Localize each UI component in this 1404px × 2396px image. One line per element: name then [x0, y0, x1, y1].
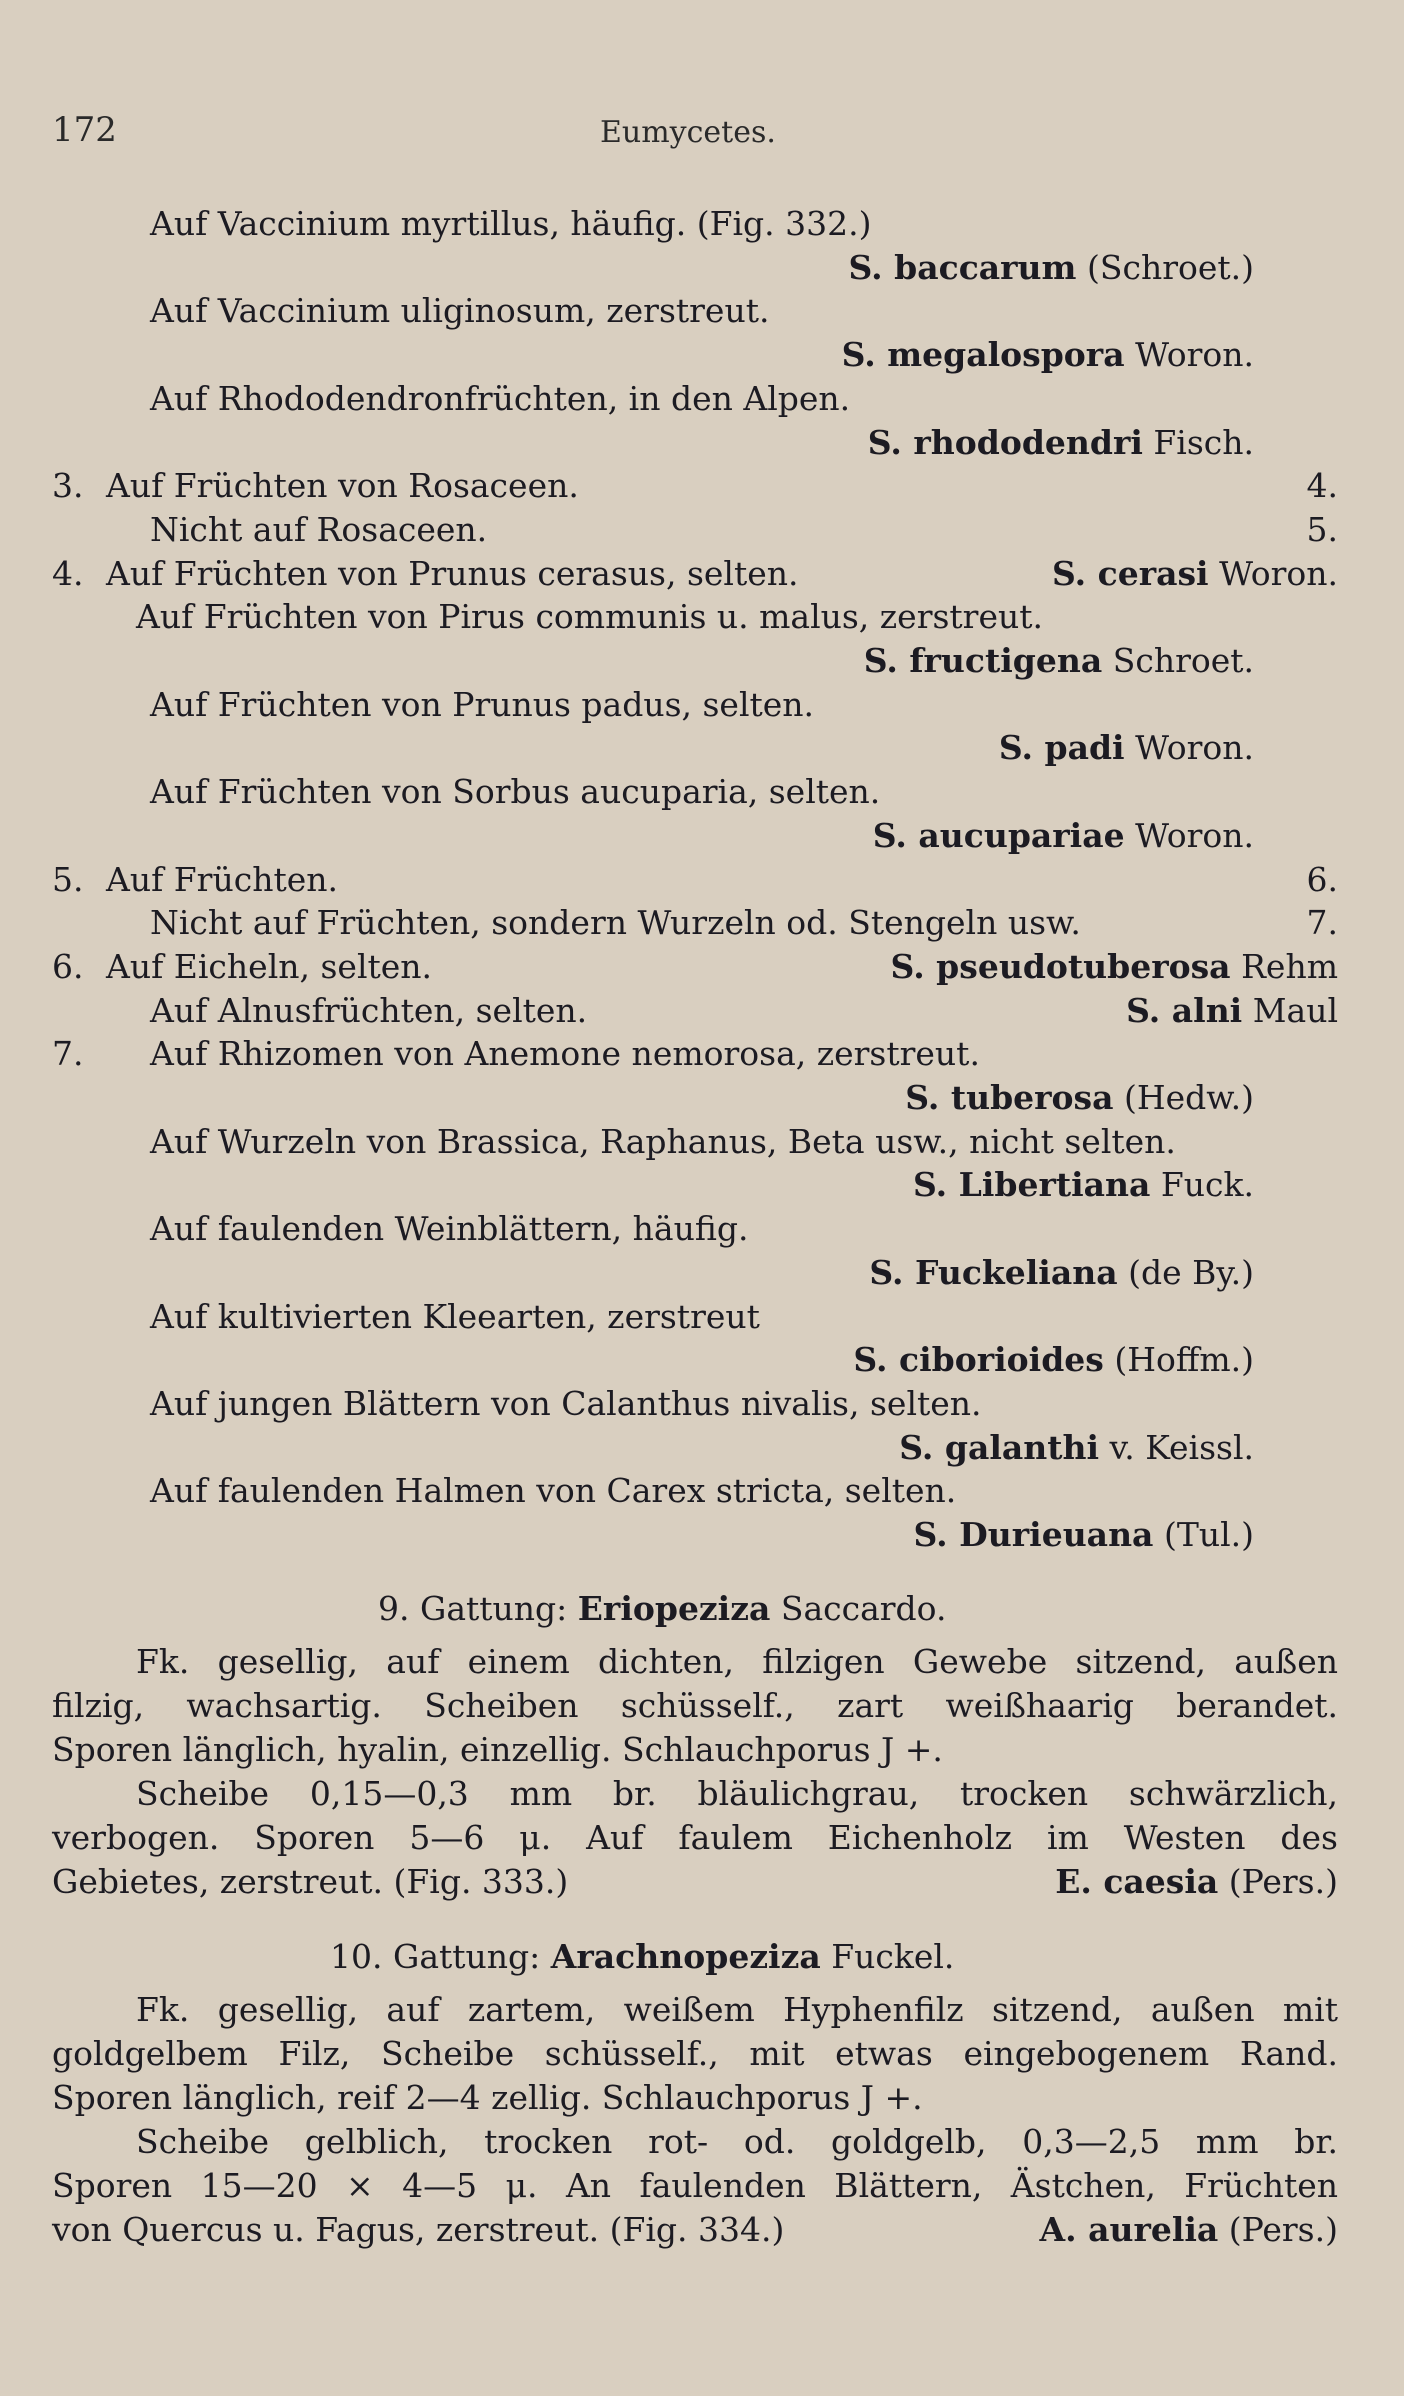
description-line: Gebietes, zerstreut. (Fig. 333.) — [52, 1862, 569, 1901]
species-name: S. Durieuana (Tul.) — [913, 1515, 1254, 1554]
key-description: Auf Früchten von Prunus padus, selten. — [150, 685, 815, 724]
description-line: Sporen länglich, reif 2—4 zellig. Schlauchporus J +. — [52, 2078, 923, 2117]
key-line — [0, 1469, 1404, 1513]
description-line: von Quercus u. Fagus, zerstreut. (Fig. 334.) — [52, 2210, 785, 2249]
key-line — [0, 595, 1404, 639]
key-description: Auf Alnusfrüchten, selten. — [150, 991, 588, 1030]
page-number: 172 — [52, 110, 117, 150]
description-line: Sporen länglich, hyalin, einzellig. Schlauchporus J +. — [52, 1730, 943, 1769]
genus-heading: 10. Gattung: Arachnopeziza Fuckel. — [330, 1937, 955, 1976]
key-line — [0, 683, 1404, 727]
species-name: S. galanthi v. Keissl. — [899, 1428, 1254, 1467]
key-description: Auf Früchten von Pirus communis u. malus, zerstreut. — [136, 597, 1043, 636]
couplet-reference: 6. — [1306, 860, 1338, 899]
couplet-reference: 4. — [1306, 466, 1338, 505]
couplet-number: 4. — [52, 554, 84, 593]
species-name: S. alni Maul — [1126, 991, 1338, 1030]
genus-heading: 9. Gattung: Eriopeziza Saccardo. — [378, 1589, 947, 1628]
key-description: Auf faulenden Weinblättern, häufig. — [150, 1209, 749, 1248]
species-name: S. fructigena Schroet. — [863, 641, 1254, 680]
key-description: Auf Früchten von Sorbus aucuparia, selten. — [150, 772, 881, 811]
description-line: Fk. gesellig, auf zartem, weißem Hyphenfilz sitzend, außen mit — [136, 1990, 1338, 2029]
key-description: Auf Früchten von Prunus cerasus, selten. — [106, 554, 799, 593]
key-line — [0, 289, 1404, 333]
description-line: filzig, wachsartig. Scheiben schüsself., zart weißhaarig berandet. — [52, 1686, 1338, 1725]
key-description: Nicht auf Rosaceen. — [150, 510, 488, 549]
key-line — [0, 464, 1404, 508]
key-line — [0, 552, 1404, 596]
key-line — [0, 1382, 1404, 1426]
description-line: Fk. gesellig, auf einem dichten, filzigen Gewebe sitzend, außen — [136, 1642, 1338, 1681]
species-name: E. caesia (Pers.) — [1055, 1862, 1338, 1901]
description-line: Scheibe 0,15—0,3 mm br. bläulichgrau, trocken schwärzlich, — [136, 1774, 1338, 1813]
key-line — [0, 1426, 1404, 1470]
species-name: S. megalospora Woron. — [841, 335, 1254, 374]
running-title: Eumycetes. — [600, 115, 776, 150]
key-line — [0, 1207, 1404, 1251]
couplet-number: 5. — [52, 860, 84, 899]
key-line — [0, 333, 1404, 377]
couplet-number: 3. — [52, 466, 84, 505]
key-line — [0, 1076, 1404, 1120]
key-line — [0, 989, 1404, 1033]
description-line: Sporen 15—20 × 4—5 μ. An faulenden Blättern, Ästchen, Früchten — [52, 2166, 1338, 2205]
key-line — [0, 945, 1404, 989]
key-description: Auf Vaccinium uliginosum, zerstreut. — [150, 291, 770, 330]
key-description: Auf Früchten von Rosaceen. — [106, 466, 579, 505]
key-line — [0, 858, 1404, 902]
key-line — [0, 1120, 1404, 1164]
key-line — [0, 1338, 1404, 1382]
key-line — [0, 1295, 1404, 1339]
key-line — [0, 508, 1404, 552]
key-line — [0, 1513, 1404, 1557]
couplet-reference: 7. — [1306, 903, 1338, 942]
species-name: S. tuberosa (Hedw.) — [905, 1078, 1254, 1117]
key-description: Auf kultivierten Kleearten, zerstreut — [150, 1297, 760, 1336]
description-line: goldgelbem Filz, Scheibe schüsself., mit etwas eingebogenem Rand. — [52, 2034, 1338, 2073]
key-line — [0, 726, 1404, 770]
key-line — [0, 1251, 1404, 1295]
key-description: Auf Vaccinium myrtillus, häufig. (Fig. 332.) — [150, 204, 872, 243]
key-description: Auf faulenden Halmen von Carex stricta, selten. — [150, 1471, 957, 1510]
description-line: Scheibe gelblich, trocken rot- od. goldgelb, 0,3—2,5 mm br. — [136, 2122, 1338, 2161]
key-line — [0, 202, 1404, 246]
key-line — [0, 814, 1404, 858]
couplet-number: 6. — [52, 947, 84, 986]
species-name: S. cerasi Woron. — [1051, 554, 1338, 593]
species-name: S. padi Woron. — [998, 728, 1254, 767]
species-name: S. pseudotuberosa Rehm — [890, 947, 1338, 986]
key-description: Auf jungen Blättern von Calanthus nivalis, selten. — [150, 1384, 982, 1423]
species-name: S. baccarum (Schroet.) — [848, 248, 1254, 287]
description-line: verbogen. Sporen 5—6 μ. Auf faulem Eichenholz im Westen des — [52, 1818, 1338, 1857]
key-description: Auf Eicheln, selten. — [106, 947, 433, 986]
key-line — [0, 770, 1404, 814]
key-line — [0, 421, 1404, 465]
key-line — [0, 901, 1404, 945]
couplet-number: 7. — [52, 1034, 84, 1073]
species-name: A. aurelia (Pers.) — [1039, 2210, 1338, 2249]
key-line — [0, 1163, 1404, 1207]
key-line — [0, 1032, 1404, 1076]
key-line — [0, 246, 1404, 290]
key-line — [0, 377, 1404, 421]
key-description: Auf Früchten. — [106, 860, 338, 899]
species-name: S. Fuckeliana (de By.) — [869, 1253, 1254, 1292]
key-description: Auf Rhizomen von Anemone nemorosa, zerstreut. — [150, 1034, 980, 1073]
species-name: S. aucupariae Woron. — [872, 816, 1254, 855]
key-description: Nicht auf Früchten, sondern Wurzeln od. Stengeln usw. — [150, 903, 1081, 942]
couplet-reference: 5. — [1306, 510, 1338, 549]
key-line — [0, 639, 1404, 683]
species-name: S. rhododendri Fisch. — [867, 423, 1254, 462]
key-description: Auf Wurzeln von Brassica, Raphanus, Beta usw., nicht selten. — [150, 1122, 1176, 1161]
key-description: Auf Rhododendronfrüchten, in den Alpen. — [150, 379, 851, 418]
species-name: S. Libertiana Fuck. — [913, 1165, 1254, 1204]
species-name: S. ciborioides (Hoffm.) — [853, 1340, 1254, 1379]
